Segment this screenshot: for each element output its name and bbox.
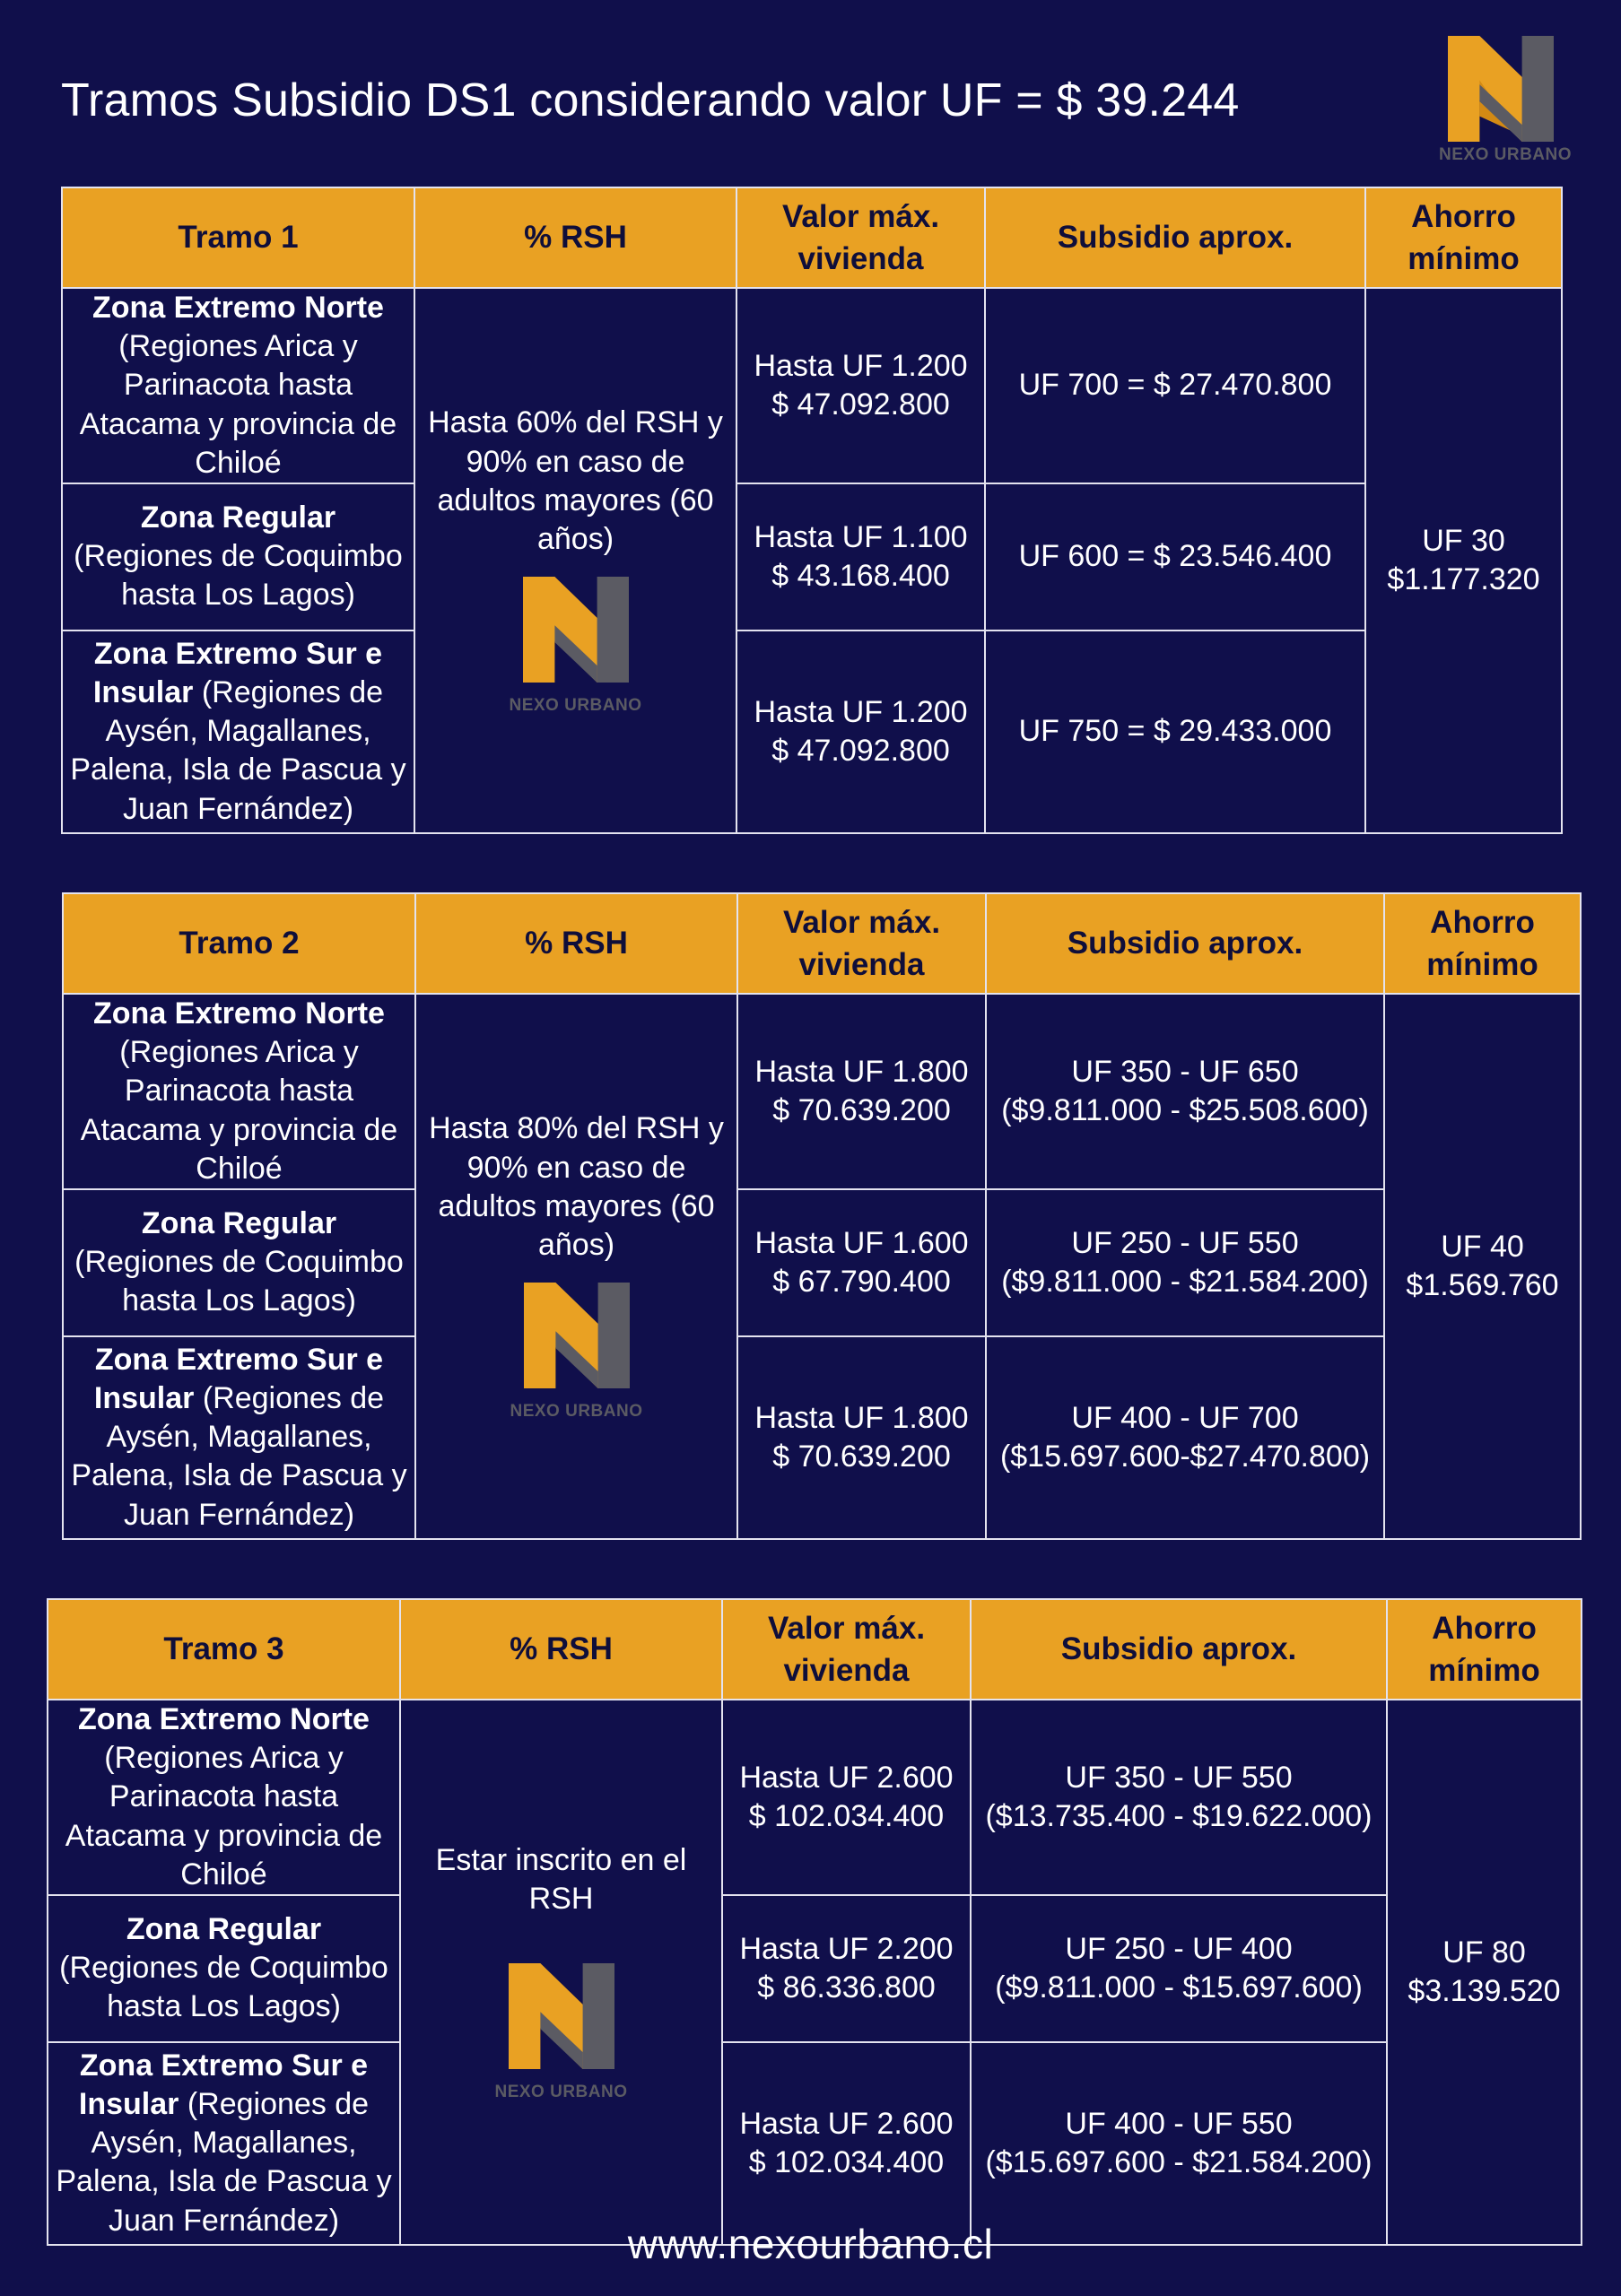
- page-title: Tramos Subsidio DS1 considerando valor UF = $ 39.244: [61, 74, 1240, 126]
- table-header-row: [48, 1599, 1582, 1700]
- header-valor: Valor máx. vivienda: [737, 893, 986, 994]
- zone-name: Zona Extremo Sur e Insular: [93, 1342, 384, 1416]
- valor-uf: Hasta UF 2.600: [739, 2106, 954, 2141]
- subsidio-uf: UF 700 = $ 27.470.800: [1018, 368, 1332, 403]
- subsidio-pesos: ($15.697.600-$27.470.800): [999, 1439, 1371, 1474]
- valor-uf: Hasta UF 1.100: [754, 519, 968, 554]
- header-subsidio: Subsidio aprox.: [985, 187, 1365, 288]
- nexo-urbano-logo-icon: [503, 1963, 620, 2069]
- header-tramo: Tramo 1: [62, 187, 414, 288]
- valor-pesos: $ 70.639.200: [772, 1092, 951, 1127]
- valor-cell: [736, 631, 985, 833]
- zone-detail: (Regiones Arica y Parinacota hasta Atacama y provincia de Chiloé: [80, 1035, 398, 1186]
- subsidio-pesos: ($13.735.400 - $19.622.000): [985, 1798, 1373, 1833]
- valor-uf: Hasta UF 1.600: [754, 1225, 969, 1260]
- rsh-cell: [400, 1700, 722, 2245]
- ahorro-uf: UF 30: [1422, 523, 1505, 558]
- table-row: [63, 994, 1581, 1189]
- table-row: [63, 1189, 1581, 1336]
- zone-cell: [48, 1895, 400, 2042]
- valor-uf: Hasta UF 1.200: [754, 694, 968, 729]
- zone-detail: (Regiones Arica y Parinacota hasta Atacama y provincia de Chiloé: [65, 1741, 383, 1892]
- subsidio-cell: [986, 1336, 1384, 1539]
- cell-logo: [422, 1283, 731, 1422]
- subsidio-cell: [971, 2042, 1387, 2245]
- valor-cell: [722, 2042, 971, 2245]
- zone-name: Zona Extremo Sur e Insular: [78, 2048, 369, 2122]
- table-row: [48, 1895, 1582, 2042]
- nexo-urbano-logo-icon: [1442, 36, 1559, 142]
- valor-pesos: $ 67.790.400: [772, 1264, 951, 1299]
- header-tramo: Tramo 3: [48, 1599, 400, 1700]
- subsidio-uf: UF 400 - UF 550: [1065, 2106, 1293, 2141]
- valor-pesos: $ 47.092.800: [771, 387, 950, 422]
- table-row: [62, 483, 1562, 631]
- valor-cell: [722, 1700, 971, 1895]
- table-row: [62, 288, 1562, 483]
- ahorro-cell: [1365, 288, 1562, 833]
- zone-name: Zona Regular: [140, 500, 336, 535]
- header-valor: Valor máx. vivienda: [722, 1599, 971, 1700]
- valor-pesos: $ 47.092.800: [771, 733, 950, 768]
- cell-logo: [421, 577, 730, 717]
- zone-detail: (Regiones de Aysén, Magallanes, Palena, Isla de Pascua y Juan Fernández): [71, 1381, 407, 1532]
- rsh-text: Hasta 60% del RSH y 90% en caso de adultos mayores (60 años): [428, 405, 723, 556]
- brand-logo: [1439, 36, 1573, 170]
- subsidio-pesos: ($9.811.000 - $25.508.600): [1001, 1092, 1369, 1127]
- subsidio-pesos: ($9.811.000 - $15.697.600): [995, 1970, 1363, 2005]
- subsidio-uf: UF 350 - UF 650: [1071, 1054, 1299, 1089]
- header-subsidio: Subsidio aprox.: [971, 1599, 1387, 1700]
- rsh-text: Estar inscrito en el RSH: [435, 1842, 687, 1916]
- subsidio-cell: [971, 1895, 1387, 2042]
- ahorro-cell: [1384, 994, 1581, 1539]
- header-subsidio: Subsidio aprox.: [986, 893, 1384, 994]
- valor-cell: [737, 1189, 986, 1336]
- header-ahorro: Ahorro mínimo: [1365, 187, 1562, 288]
- table-row: [63, 1336, 1581, 1539]
- zone-name: Zona Regular: [141, 1206, 337, 1241]
- valor-cell: [737, 994, 986, 1189]
- ahorro-pesos: $3.139.520: [1407, 1973, 1561, 2008]
- zone-name: Zona Extremo Norte: [92, 291, 384, 325]
- header-valor: Valor máx. vivienda: [736, 187, 985, 288]
- zone-name: Zona Extremo Sur e Insular: [92, 636, 383, 710]
- tramo-2-table: [62, 892, 1582, 1540]
- header-rsh: % RSH: [415, 893, 737, 994]
- brand-name: NEXO URBANO: [510, 1402, 643, 1422]
- valor-pesos: $ 43.168.400: [771, 558, 950, 593]
- zone-detail: (Regiones de Coquimbo hasta Los Lagos): [74, 539, 403, 613]
- nexo-urbano-logo-icon: [518, 577, 634, 683]
- nexo-urbano-logo-icon: [519, 1283, 635, 1388]
- valor-uf: Hasta UF 1.800: [754, 1400, 969, 1435]
- zone-detail: (Regiones Arica y Parinacota hasta Atacama y provincia de Chiloé: [79, 329, 397, 480]
- subsidio-pesos: ($15.697.600 - $21.584.200): [985, 2144, 1373, 2179]
- zone-cell: [63, 1189, 415, 1336]
- table-header-row: [63, 893, 1581, 994]
- rsh-cell: [415, 994, 737, 1539]
- subsidio-cell: [985, 483, 1365, 631]
- zone-cell: [62, 483, 414, 631]
- subsidio-uf: UF 250 - UF 550: [1071, 1225, 1299, 1260]
- zone-cell: [62, 631, 414, 833]
- valor-cell: [737, 1336, 986, 1539]
- valor-uf: Hasta UF 1.800: [754, 1054, 969, 1089]
- zone-name: Zona Regular: [126, 1912, 322, 1947]
- tramo-1-table: [61, 187, 1563, 834]
- valor-uf: Hasta UF 2.600: [739, 1760, 954, 1795]
- subsidio-pesos: ($9.811.000 - $21.584.200): [1001, 1264, 1369, 1299]
- subsidio-uf: UF 400 - UF 700: [1071, 1400, 1299, 1435]
- table-header-row: [62, 187, 1562, 288]
- website-url: www.nexourbano.cl: [627, 2221, 994, 2267]
- valor-pesos: $ 102.034.400: [748, 1798, 945, 1833]
- subsidio-cell: [986, 1189, 1384, 1336]
- zone-detail: (Regiones de Aysén, Magallanes, Palena, Isla de Pascua y Juan Fernández): [56, 2087, 392, 2238]
- valor-cell: [736, 483, 985, 631]
- ahorro-cell: [1387, 1700, 1582, 2245]
- rsh-text: Hasta 80% del RSH y 90% en caso de adultos mayores (60 años): [429, 1111, 724, 1262]
- zone-cell: [63, 1336, 415, 1539]
- zone-name: Zona Extremo Norte: [93, 996, 385, 1031]
- zone-detail: (Regiones de Coquimbo hasta Los Lagos): [59, 1951, 388, 2024]
- brand-name: NEXO URBANO: [509, 696, 642, 716]
- zone-cell: [48, 2042, 400, 2245]
- subsidio-cell: [986, 994, 1384, 1189]
- rsh-cell: [414, 288, 736, 833]
- valor-cell: [736, 288, 985, 483]
- zone-cell: [62, 288, 414, 483]
- zone-detail: (Regiones de Coquimbo hasta Los Lagos): [74, 1245, 404, 1318]
- valor-pesos: $ 70.639.200: [772, 1439, 951, 1474]
- valor-uf: Hasta UF 2.200: [739, 1931, 954, 1966]
- valor-cell: [722, 1895, 971, 2042]
- tramo-3-table: [47, 1598, 1582, 2246]
- zone-name: Zona Extremo Norte: [78, 1702, 370, 1736]
- valor-pesos: $ 86.336.800: [757, 1970, 936, 2005]
- subsidio-uf: UF 600 = $ 23.546.400: [1018, 539, 1332, 574]
- brand-name: NEXO URBANO: [1439, 145, 1573, 164]
- zone-cell: [48, 1700, 400, 1895]
- header-ahorro: Ahorro mínimo: [1384, 893, 1581, 994]
- brand-name: NEXO URBANO: [494, 2083, 628, 2102]
- subsidio-cell: [985, 631, 1365, 833]
- table-row: [62, 631, 1562, 833]
- subsidio-uf: UF 750 = $ 29.433.000: [1018, 714, 1332, 749]
- ahorro-pesos: $1.177.320: [1387, 561, 1540, 596]
- header-tramo: Tramo 2: [63, 893, 415, 994]
- header-rsh: % RSH: [414, 187, 736, 288]
- ahorro-uf: UF 80: [1442, 1935, 1526, 1970]
- zone-detail: (Regiones de Aysén, Magallanes, Palena, Isla de Pascua y Juan Fernández): [70, 675, 406, 826]
- subsidio-uf: UF 250 - UF 400: [1065, 1931, 1293, 1966]
- header-ahorro: Ahorro mínimo: [1387, 1599, 1582, 1700]
- header-rsh: % RSH: [400, 1599, 722, 1700]
- table-row: [48, 1700, 1582, 1895]
- table-row: [48, 2042, 1582, 2245]
- subsidio-cell: [971, 1700, 1387, 1895]
- ahorro-uf: UF 40: [1441, 1229, 1524, 1264]
- valor-uf: Hasta UF 1.200: [754, 348, 968, 383]
- ahorro-pesos: $1.569.760: [1406, 1267, 1559, 1302]
- zone-cell: [63, 994, 415, 1189]
- cell-logo: [406, 1963, 716, 2103]
- subsidio-cell: [985, 288, 1365, 483]
- valor-pesos: $ 102.034.400: [748, 2144, 945, 2179]
- subsidio-uf: UF 350 - UF 550: [1065, 1760, 1293, 1795]
